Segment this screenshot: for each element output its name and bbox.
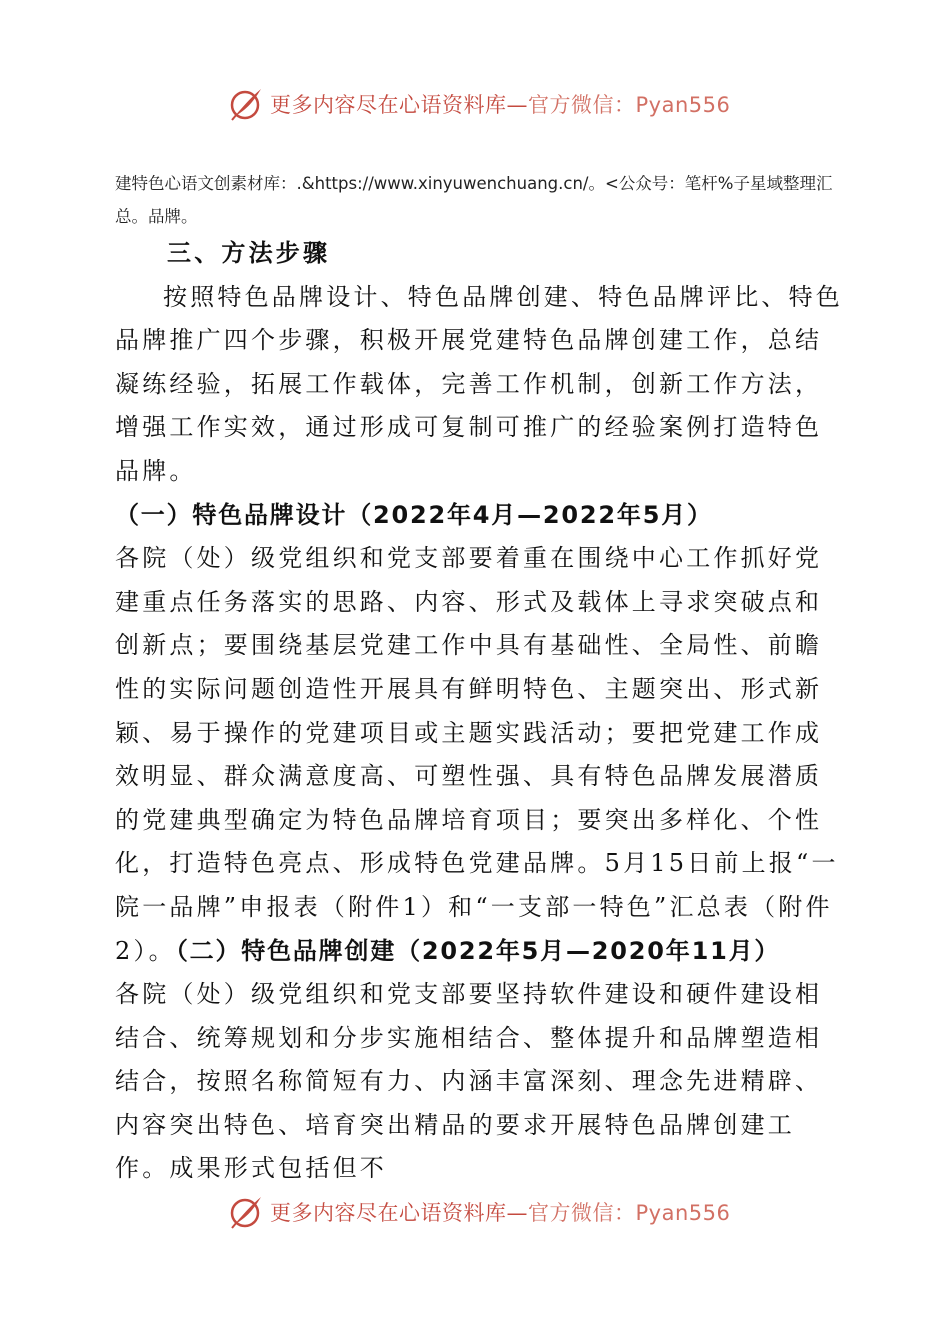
footer-banner [228, 1192, 731, 1232]
section-heading: 三、方法步骤 [167, 239, 331, 267]
subsection-2-heading: （二）特色品牌创建（2022年5月—2020年11月） [175, 936, 781, 965]
subsection-1-body [115, 537, 845, 973]
banner-text [270, 89, 730, 119]
subsection-1-text: 各院（处）级党组织和党支部要着重在围绕中心工作抓好党建重点任务落实的思路、内容、形式及载体上寻求突破点和创新点；要围绕基层党建工作中具有基础性、全局性、前瞻性的实际问题创造性开展具有鲜明特色、主题突出、形式新颖、易于操作的党建项目或主题实践活动；要把党建工作成效明显、群众满意度高、可塑性强、具有特色品牌发展潜质的党建典型确定为特色品牌培育项目；要突出多样化、个性化，打造特色亮点、形成特色党建品牌。5月15日前上报“一院一品牌”申报表（附件1）和“一支部一特色”汇总表（附件2）。 [115, 544, 839, 965]
intro-paragraph: 按照特色品牌设计、特色品牌创建、特色品牌评比、特色品牌推广四个步骤，积极开展党建特色品牌创建工作，总结凝练经验，拓展工作载体，完善工作机制，创新工作方法，增强工作实效，通过形成可复制可推广的经验案例打造特色品牌。 [115, 282, 843, 485]
banner-title: 更多内容尽在心语资料库— [270, 1201, 528, 1225]
quill-logo-icon [228, 86, 264, 122]
subsection-2-body: 各院（处）级党组织和党支部要坚持软件建设和硬件建设相结合、统筹规划和分步实施相结合、整体提升和品牌塑造相结合，按照名称简短有力、内涵丰富深刻、理念先进精辟、内容突出特色、培育突出精品的要求开展特色品牌创建工作。成果形式包括但不 [115, 980, 823, 1183]
banner-text [270, 1197, 730, 1227]
document-body [115, 232, 845, 1191]
header-banner [228, 84, 731, 124]
source-note: 建特色心语文创素材库：.&https://www.xinyuwenchuang.cn/。<公众号：笔杆%子星域整理汇总。品牌。 [115, 174, 833, 226]
banner-wechat: 官方微信：Pyan556 [528, 93, 731, 117]
subsection-1-heading: （一）特色品牌设计（2022年4月—2022年5月） [115, 500, 713, 529]
banner-title: 更多内容尽在心语资料库— [270, 93, 528, 117]
quill-logo-icon [228, 1194, 264, 1230]
banner-wechat: 官方微信：Pyan556 [528, 1201, 731, 1225]
